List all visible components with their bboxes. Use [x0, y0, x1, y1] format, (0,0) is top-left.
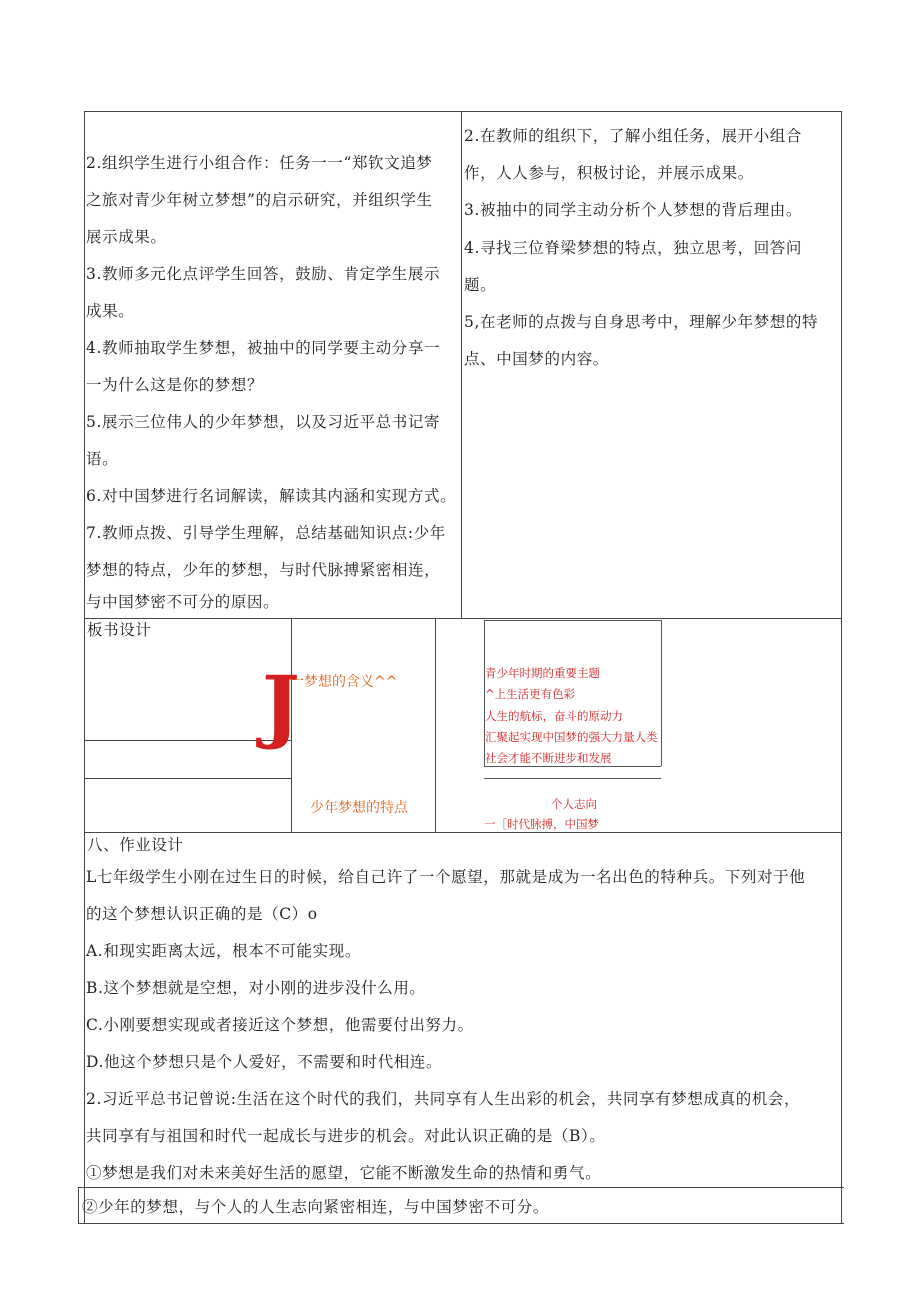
row-divider-board-top: [84, 618, 842, 619]
board-row-line-2: [84, 778, 291, 779]
table-top-border: [84, 111, 842, 112]
table-left-border: [84, 111, 85, 1223]
board-box-line: 汇聚起实现中国梦的强大力量人类: [485, 730, 658, 744]
teacher-activity-line: 4.教师抽取学生梦想，被抽中的同学要主动分享一: [86, 339, 441, 357]
board-box-right: [661, 620, 662, 766]
board-row-line-1: [84, 740, 291, 741]
student-activity-line: 3.被抽中的同学主动分析个人梦想的背后理由。: [464, 201, 802, 219]
homework-line: ①梦想是我们对未来美好生活的愿望，它能不断激发生命的热情和勇气。: [86, 1164, 602, 1182]
student-activity-line: 作，人人参与，积极讨论，并展示成果。: [464, 164, 754, 182]
board-features-label: 少年梦想的特点: [310, 800, 408, 816]
board-big-brace: J: [262, 658, 300, 752]
homework-line: 2.习近平总书记曾说:生活在这个时代的我们，共同享有人生出彩的机会，共同享有梦想成真的机会，: [86, 1090, 801, 1108]
board-box-top: [484, 620, 661, 621]
column-divider-upper: [461, 111, 462, 618]
homework-line: 共同享有与祖国和时代一起成长与进步的机会。对此认识正确的是（B）。: [86, 1127, 606, 1145]
board-era-label: 一［时代脉搏，中国梦: [484, 817, 599, 831]
homework-last-line: ②少年的梦想，与个人的人生志向紧密相连，与中国梦密不可分。: [82, 1198, 549, 1216]
homework-line: C.小刚要想实现或者接近这个梦想，他需要付出努力。: [86, 1016, 474, 1034]
board-meaning-label: 一梦想的含义^^: [290, 674, 398, 690]
teacher-activity-line: 之旅对青少年树立梦想”的启示研究，并组织学生: [86, 191, 433, 209]
teacher-activity-line: 梦想的特点，少年的梦想，与时代脉搏紧密相连，: [86, 561, 441, 579]
teacher-activity-line: 5.展示三位伟人的少年梦想，以及习近平总书记寄: [86, 413, 441, 431]
board-divider-2: [435, 618, 436, 832]
board-box-line: 社会才能不断进步和发展: [485, 751, 612, 765]
teacher-activity-line: 与中国梦密不可分的原因。: [86, 593, 280, 611]
table-bottom-border: [78, 1223, 844, 1224]
homework-line: B.这个梦想就是空想，对小刚的进步没什么用。: [86, 979, 426, 997]
student-activity-line: 2.在教师的组织下，了解小组任务，展开小组合: [464, 127, 802, 145]
student-activity-line: 5,在老师的点拨与自身思考中，理解少年梦想的特: [464, 313, 819, 331]
homework-line: A.和现实距离太远，根本不可能实现。: [86, 942, 361, 960]
board-box-line: ^上生活更有色彩: [485, 687, 576, 701]
teacher-activity-line: 3.教师多元化点评学生回答，鼓励、肯定学生展示: [86, 265, 441, 283]
teacher-activity-line: 展示成果。: [86, 228, 167, 246]
student-activity-line: 题。: [464, 276, 497, 294]
teacher-activity-line: 语。: [86, 450, 119, 468]
board-box-line: 人生的航标，奋斗的原动力: [485, 709, 623, 723]
board-personal-label: 个人志向: [551, 797, 597, 811]
homework-heading: 八、作业设计: [87, 836, 184, 854]
student-activity-line: 点、中国梦的内容。: [464, 350, 609, 368]
board-separator-line: [484, 778, 661, 779]
homework-line: 的这个梦想认识正确的是（C）o: [86, 905, 318, 923]
teacher-activity-line: 6.对中国梦进行名词解读，解读其内涵和实现方式。: [86, 487, 457, 505]
teacher-activity-line: 成果。: [86, 302, 135, 320]
teacher-activity-line: 一为什么这是你的梦想？: [86, 376, 264, 394]
row-divider-homework-top: [84, 832, 842, 833]
teacher-activity-line: 7.教师点拨、引导学生理解，总结基础知识点:少年: [86, 524, 446, 542]
last-row-left-border: [78, 1187, 79, 1223]
student-activity-line: 4.寻找三位脊梁梦想的特点，独立思考，回答问: [464, 239, 802, 257]
teacher-activity-line: 2.组织学生进行小组合作：任务一一“郑钦文追梦: [86, 154, 433, 172]
homework-line: D.他这个梦想只是个人爱好，不需要和时代相连。: [86, 1053, 443, 1071]
homework-line: L七年级学生小刚在过生日的时候，给自己许了一个愿望，那就是成为一名出色的特种兵。下列对于他: [86, 868, 806, 886]
board-design-label: 板书设计: [87, 621, 152, 639]
table-right-border: [841, 111, 842, 1223]
board-box-line: 青少年时期的重要主题: [485, 666, 600, 680]
